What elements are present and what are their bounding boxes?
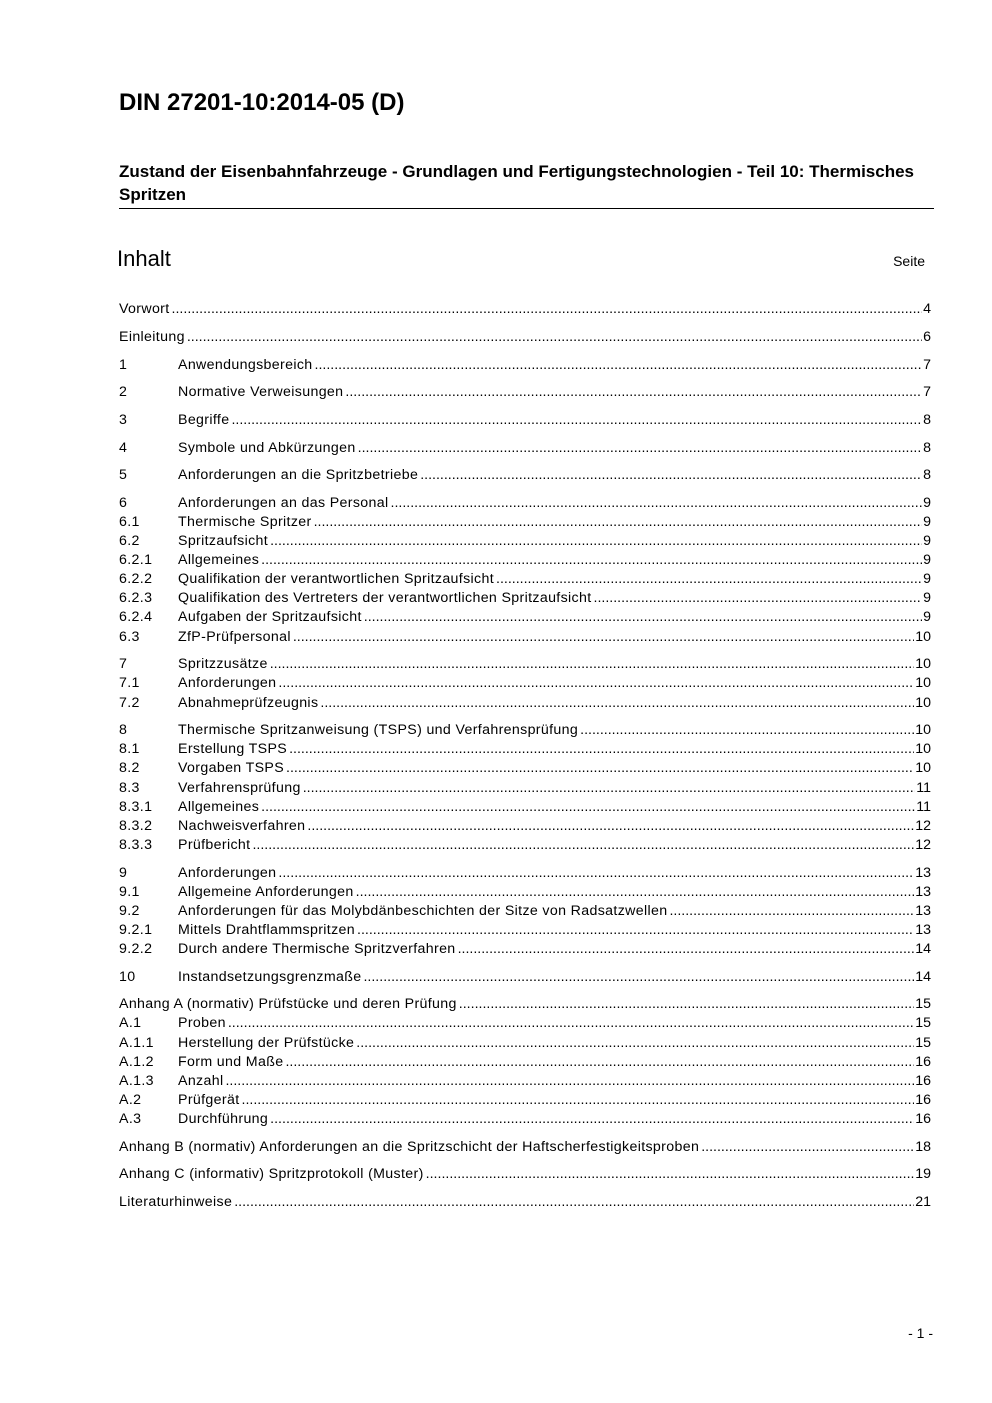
toc-entry-title: Spritzaufsicht <box>178 533 269 549</box>
toc-dot-leader <box>278 864 914 882</box>
toc-dot-leader <box>458 940 915 958</box>
toc-entry[interactable] <box>119 721 931 739</box>
toc-entry-page: 9 <box>923 495 931 511</box>
toc-entry-title: Anhang C (informativ) Spritzprotokoll (Muster) <box>119 1166 424 1182</box>
toc-entry[interactable] <box>119 608 931 626</box>
toc-entry-number: 8 <box>119 722 128 738</box>
toc-entry-page: 4 <box>923 301 931 317</box>
toc-entry[interactable] <box>119 883 931 901</box>
toc-entry-title: Begriffe <box>178 412 230 428</box>
toc-entry-title: Prüfbericht <box>178 837 251 853</box>
toc-entry-page: 7 <box>923 357 931 373</box>
toc-dot-leader <box>363 968 914 986</box>
toc-dot-leader <box>231 411 922 429</box>
toc-entry-page: 13 <box>915 884 931 900</box>
toc-entry-title: Anforderungen an die Spritzbetriebe <box>178 467 419 483</box>
toc-entry-page: 21 <box>915 1194 931 1210</box>
toc-dot-leader <box>286 759 914 777</box>
toc-entry-title: Vorgaben TSPS <box>178 760 285 776</box>
toc-entry-page: 7 <box>923 384 931 400</box>
toc-entry[interactable] <box>119 628 931 646</box>
toc-entry-title: Anhang A (normativ) Prüfstücke und deren Prüfung <box>119 996 457 1012</box>
toc-dot-leader <box>496 570 922 588</box>
toc-dot-leader <box>270 532 922 550</box>
toc-entry-page: 15 <box>915 1035 931 1051</box>
toc-entry-title: Anforderungen an das Personal <box>178 495 389 511</box>
toc-dot-leader <box>270 1110 914 1128</box>
toc-entry[interactable] <box>119 589 931 607</box>
toc-dot-leader <box>225 1072 914 1090</box>
toc-entry[interactable] <box>119 817 931 835</box>
toc-entry-title: Anhang B (normativ) Anforderungen an die Spritzschicht der Haftscherfestigkeitsproben <box>119 1139 700 1155</box>
toc-entry-number: 6 <box>119 495 128 511</box>
toc-dot-leader <box>669 902 914 920</box>
toc-entry[interactable] <box>119 513 931 531</box>
toc-entry-number: 6.2.1 <box>119 552 153 568</box>
toc-dot-leader <box>187 328 922 346</box>
toc-dot-leader <box>391 494 923 512</box>
toc-entry-page: 9 <box>923 533 931 549</box>
toc-entry[interactable] <box>119 740 931 758</box>
toc-entry[interactable] <box>119 328 931 346</box>
toc-dot-leader <box>252 836 914 854</box>
toc-entry-number: A.1.2 <box>119 1054 154 1070</box>
toc-entry-title: Verfahrensprüfung <box>178 780 301 796</box>
toc-entry-title: Allgemeine Anforderungen <box>178 884 354 900</box>
toc-entry[interactable] <box>119 864 931 882</box>
toc-entry-number: A.1 <box>119 1015 142 1031</box>
toc-entry-number: A.1.3 <box>119 1073 154 1089</box>
toc-dot-leader <box>293 628 914 646</box>
toc-dot-leader <box>261 551 922 569</box>
toc-dot-leader <box>242 1091 915 1109</box>
toc-entry[interactable] <box>119 995 931 1013</box>
toc-entry-number: 9.1 <box>119 884 140 900</box>
toc-entry-title: Qualifikation der verantwortlichen Spritzaufsicht <box>178 571 495 587</box>
toc-entry-page: 10 <box>915 629 931 645</box>
toc-entry-title: Anzahl <box>178 1073 224 1089</box>
toc-dot-leader <box>228 1014 914 1032</box>
toc-entry-number: 7.2 <box>119 695 140 711</box>
toc-entry-number: 6.2 <box>119 533 140 549</box>
toc-entry[interactable] <box>119 655 931 673</box>
toc-entry-page: 11 <box>916 799 931 815</box>
toc-dot-leader <box>320 694 914 712</box>
toc-entry-page: 10 <box>915 741 931 757</box>
toc-entry-page: 8 <box>923 440 931 456</box>
toc-entry-title: Normative Verweisungen <box>178 384 344 400</box>
toc-entry-number: 1 <box>119 357 128 373</box>
toc-entry-number: 6.2.4 <box>119 609 153 625</box>
toc-entry-number: 10 <box>119 969 136 985</box>
toc-entry[interactable] <box>119 836 931 854</box>
toc-entry[interactable] <box>119 1110 931 1128</box>
toc-entry[interactable] <box>119 1014 931 1032</box>
toc-entry-page: 10 <box>915 760 931 776</box>
toc-entry-page: 8 <box>923 467 931 483</box>
toc-dot-leader <box>307 817 914 835</box>
toc-entry-number: 8.3.2 <box>119 818 153 834</box>
toc-entry-number: 9 <box>119 865 128 881</box>
toc-entry[interactable] <box>119 532 931 550</box>
toc-entry-page: 14 <box>915 941 931 957</box>
toc-entry-number: A.1.1 <box>119 1035 154 1051</box>
toc-entry-title: Anforderungen für das Molybdänbeschichten der Sitze von Radsatzwellen <box>178 903 668 919</box>
toc-page-column-header: Seite <box>893 253 925 269</box>
toc-entry[interactable] <box>119 759 931 777</box>
toc-dot-leader <box>701 1138 914 1156</box>
toc-entry-title: Instandsetzungsgrenzmaße <box>178 969 362 985</box>
toc-dot-leader <box>314 513 923 531</box>
toc-entry[interactable] <box>119 494 931 512</box>
toc-entry-page: 10 <box>915 675 931 691</box>
toc-dot-leader <box>459 995 914 1013</box>
toc-entry[interactable] <box>119 902 931 920</box>
toc-entry-number: 8.3.3 <box>119 837 153 853</box>
toc-entry-title: Thermische Spritzer <box>178 514 312 530</box>
toc-entry-title: Allgemeines <box>178 552 260 568</box>
toc-entry-title: Qualifikation des Vertreters der verantwortlichen Spritzaufsicht <box>178 590 592 606</box>
toc-entry[interactable] <box>119 1165 931 1183</box>
toc-entry-page: 15 <box>915 1015 931 1031</box>
toc-heading: Inhalt <box>117 246 171 271</box>
toc-entry-number: 8.3.1 <box>119 799 153 815</box>
toc-entry-number: 8.1 <box>119 741 140 757</box>
toc-entry-page: 9 <box>923 609 931 625</box>
toc-entry-number: A.3 <box>119 1111 142 1127</box>
toc-entry-title: Form und Maße <box>178 1054 284 1070</box>
toc-entry[interactable] <box>119 570 931 588</box>
toc-entry-title: Einleitung <box>119 329 185 345</box>
toc-dot-leader <box>426 1165 915 1183</box>
toc-dot-leader <box>234 1193 914 1211</box>
toc-dot-leader <box>172 300 923 318</box>
toc-entry-number: 8.3 <box>119 780 140 796</box>
toc-entry-title: Anforderungen <box>178 865 277 881</box>
toc-entry-title: Proben <box>178 1015 226 1031</box>
toc-entry[interactable] <box>119 674 931 692</box>
toc-entry[interactable] <box>119 779 931 797</box>
toc-entry-title: Erstellung TSPS <box>178 741 288 757</box>
toc-entry-number: 6.3 <box>119 629 140 645</box>
page-number: - 1 - <box>908 1325 933 1341</box>
toc-entry[interactable] <box>119 383 931 401</box>
toc-entry-page: 10 <box>915 695 931 711</box>
toc-dot-leader <box>303 779 916 797</box>
toc-entry-number: 8.2 <box>119 760 140 776</box>
toc-entry-page: 9 <box>923 514 931 530</box>
toc-entry-number: 7.1 <box>119 675 140 691</box>
toc-entry-page: 10 <box>915 722 931 738</box>
toc-entry[interactable] <box>119 798 931 816</box>
toc-entry-title: Durch andere Thermische Spritzverfahren <box>178 941 456 957</box>
toc-dot-leader <box>261 798 915 816</box>
toc-entry-page: 16 <box>915 1111 931 1127</box>
toc-entry-page: 16 <box>915 1054 931 1070</box>
toc-dot-leader <box>357 921 914 939</box>
toc-entry[interactable] <box>119 356 931 374</box>
toc-entry-page: 9 <box>923 571 931 587</box>
toc-entry-number: 5 <box>119 467 128 483</box>
toc-entry-page: 12 <box>915 818 931 834</box>
toc-entry-title: Allgemeines <box>178 799 260 815</box>
toc-entry[interactable] <box>119 1072 931 1090</box>
toc-entry-title: Anforderungen <box>178 675 277 691</box>
document-title: DIN 27201-10:2014-05 (D) <box>119 89 405 116</box>
toc-entry[interactable] <box>119 921 931 939</box>
toc-entry-title: Aufgaben der Spritzaufsicht <box>178 609 362 625</box>
toc-entry[interactable] <box>119 411 931 429</box>
toc-entry-page: 16 <box>915 1092 931 1108</box>
toc-entry-title: Nachweisverfahren <box>178 818 306 834</box>
toc-dot-leader <box>278 674 914 692</box>
toc-entry-number: 9.2.1 <box>119 922 153 938</box>
toc-dot-leader <box>358 439 922 457</box>
toc-dot-leader <box>285 1053 914 1071</box>
toc-entry[interactable] <box>119 1091 931 1109</box>
toc-entry-number: 3 <box>119 412 128 428</box>
toc-entry-page: 13 <box>915 922 931 938</box>
toc-entry-title: Anwendungsbereich <box>178 357 313 373</box>
toc-entry-title: Mittels Drahtflammspritzen <box>178 922 356 938</box>
toc-entry-title: Herstellung der Prüfstücke <box>178 1035 355 1051</box>
toc-dot-leader <box>420 466 922 484</box>
toc-entry-page: 15 <box>915 996 931 1012</box>
toc-entry-title: Literaturhinweise <box>119 1194 233 1210</box>
toc-entry-number: 9.2 <box>119 903 140 919</box>
toc-dot-leader <box>356 1034 914 1052</box>
toc-entry-title: ZfP-Prüfpersonal <box>178 629 291 645</box>
toc-entry-page: 9 <box>923 552 931 568</box>
toc-entry-number: 9.2.2 <box>119 941 153 957</box>
toc-dot-leader <box>270 655 915 673</box>
toc-entry[interactable] <box>119 300 931 318</box>
toc-dot-leader <box>289 740 914 758</box>
toc-entry-page: 9 <box>923 590 931 606</box>
toc-entry-number: 6.1 <box>119 514 140 530</box>
toc-entry-title: Vorwort <box>119 301 170 317</box>
toc-entry[interactable] <box>119 466 931 484</box>
toc-entry-title: Durchführung <box>178 1111 269 1127</box>
toc-entry-number: 4 <box>119 440 128 456</box>
toc-entry[interactable] <box>119 694 931 712</box>
toc-entry-title: Thermische Spritzanweisung (TSPS) und Verfahrensprüfung <box>178 722 579 738</box>
toc-dot-leader <box>364 608 922 626</box>
toc-dot-leader <box>580 721 914 739</box>
toc-entry-number: 7 <box>119 656 128 672</box>
toc-entry-page: 10 <box>915 656 931 672</box>
toc-entry-title: Prüfgerät <box>178 1092 240 1108</box>
toc-entry-page: 13 <box>915 903 931 919</box>
toc-dot-leader <box>594 589 923 607</box>
toc-entry-title: Symbole und Abkürzungen <box>178 440 356 456</box>
toc-entry-page: 16 <box>915 1073 931 1089</box>
toc-entry[interactable] <box>119 1034 931 1052</box>
toc-entry[interactable] <box>119 1138 931 1156</box>
toc-entry[interactable] <box>119 1193 931 1211</box>
toc-entry[interactable] <box>119 968 931 986</box>
toc-dot-leader <box>356 883 915 901</box>
toc-entry-page: 11 <box>916 780 931 796</box>
document-subtitle: Zustand der Eisenbahnfahrzeuge - Grundlagen und Fertigungstechnologien - Teil 10: Thermisches Spritzen <box>119 160 934 209</box>
toc-entry-page: 8 <box>923 412 931 428</box>
toc-entry[interactable] <box>119 551 931 569</box>
toc-entry-page: 19 <box>915 1166 931 1182</box>
toc-entry[interactable] <box>119 1053 931 1071</box>
toc-entry-page: 14 <box>915 969 931 985</box>
toc-entry[interactable] <box>119 439 931 457</box>
toc-entry-number: 2 <box>119 384 128 400</box>
toc-entry-title: Spritzzusätze <box>178 656 268 672</box>
toc-entry-page: 12 <box>915 837 931 853</box>
toc-entry[interactable] <box>119 940 931 958</box>
toc-entry-number: 6.2.2 <box>119 571 153 587</box>
toc-entry-page: 13 <box>915 865 931 881</box>
toc-entry-page: 6 <box>923 329 931 345</box>
toc-dot-leader <box>345 383 922 401</box>
toc-entry-page: 18 <box>915 1139 931 1155</box>
toc-entry-number: A.2 <box>119 1092 142 1108</box>
toc-entry-number: 6.2.3 <box>119 590 153 606</box>
toc-dot-leader <box>315 356 923 374</box>
toc-entry-title: Abnahmeprüfzeugnis <box>178 695 319 711</box>
